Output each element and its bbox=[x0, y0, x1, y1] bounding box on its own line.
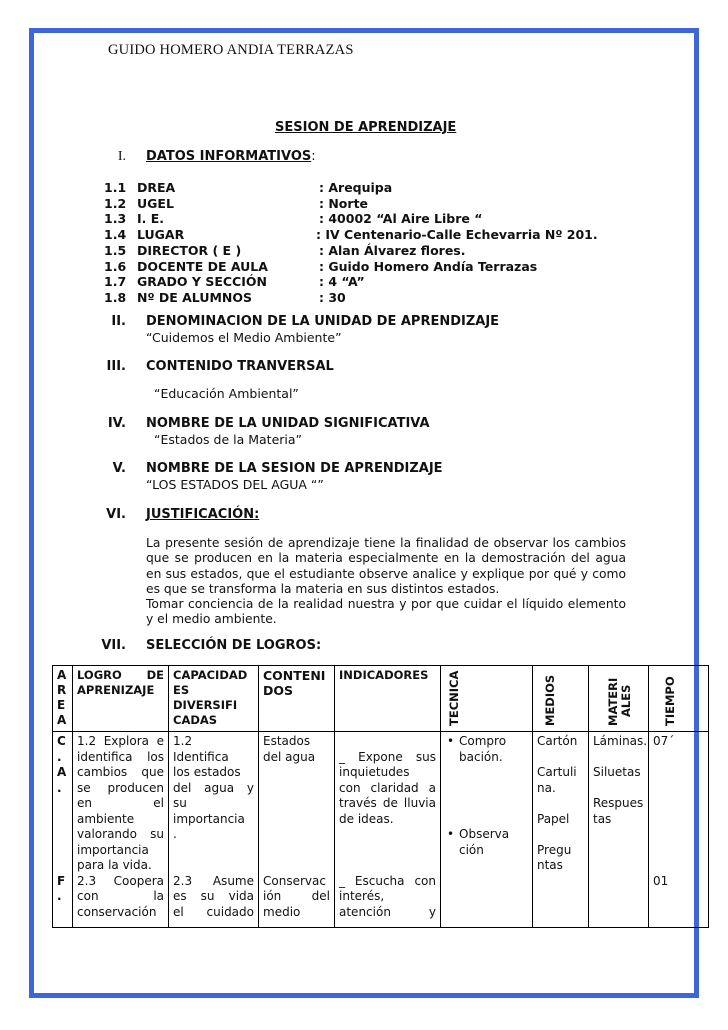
cell-indicadores: _ Expone sus inquietudes con claridad a través de lluvia de ideas. _ Escucha con interés, atención y bbox=[335, 732, 441, 928]
section-3-heading: CONTENIDO TRANVERSAL bbox=[146, 359, 334, 374]
header-area: A R E A bbox=[53, 666, 73, 732]
cell-materiales: Láminas. Siluetas Respues tas bbox=[589, 732, 649, 928]
section-6-numeral: VI. bbox=[106, 507, 126, 522]
cell-area: C . A . F . bbox=[53, 732, 73, 928]
justification-text bbox=[146, 536, 626, 628]
section-1-numeral: I. bbox=[117, 149, 126, 164]
cell-tiempo: 07´ 01 bbox=[649, 732, 709, 928]
header-contenidos: CONTENI DOS bbox=[259, 666, 335, 732]
header-medios: MEDIOS bbox=[533, 666, 589, 732]
author-header: GUIDO HOMERO ANDIA TERRAZAS bbox=[108, 42, 354, 58]
header-logro: LOGRO DE APRENIZAJE bbox=[73, 666, 169, 732]
section-5-numeral: V. bbox=[112, 461, 126, 476]
section-5-text: “LOS ESTADOS DEL AGUA “” bbox=[146, 477, 324, 492]
header-tiempo: TIEMPO bbox=[649, 666, 709, 732]
list-item: • Compro bación. bbox=[445, 734, 528, 765]
section-3-numeral: III. bbox=[106, 359, 126, 374]
header-capacidades: CAPACIDAD ES DIVERSIFI CADAS bbox=[169, 666, 259, 732]
section-6-heading: JUSTIFICACIÓN: bbox=[146, 507, 260, 522]
document-title: SESION DE APRENDIZAJE bbox=[275, 120, 457, 135]
cell-medios: Cartón Cartuli na. Papel Pregu ntas bbox=[533, 732, 589, 928]
logros-table bbox=[52, 665, 709, 928]
table-header-row bbox=[53, 666, 709, 732]
cell-contenidos: Estados del agua Conservac ión del medio bbox=[259, 732, 335, 928]
section-4-text: “Estados de la Materia” bbox=[154, 432, 303, 447]
cell-capacidades: 1.2 Identifica los estados del agua y su importancia . 2.3 Asume es su vida el cuidado bbox=[169, 732, 259, 928]
section-5-heading: NOMBRE DE LA SESION DE APRENDIZAJE bbox=[146, 461, 443, 476]
list-item: • Observa ción bbox=[445, 827, 528, 858]
section-2-numeral: II. bbox=[111, 314, 126, 329]
section-1-heading: DATOS INFORMATIVOS: bbox=[146, 149, 316, 164]
cell-logro: 1.2 Explora e identifica los cambios que se producen en el ambiente valorando su importancia para la vida. 2.3 Coopera con la conservación bbox=[73, 732, 169, 928]
justification-paragraph: La presente sesión de aprendizaje tiene la finalidad de observar los cambios que se producen en la materia especialmente en la demostración del agua en sus estados, que el estudiante observe analice y explique por qué y como es que se transforma la materia en sus distintos estados. bbox=[146, 536, 626, 596]
section-2-heading: DENOMINACION DE LA UNIDAD DE APRENDIZAJE bbox=[146, 314, 500, 329]
header-tecnica: TECNICA bbox=[441, 666, 533, 732]
cell-tecnica bbox=[441, 732, 533, 928]
section-7-heading: SELECCIÓN DE LOGROS: bbox=[146, 638, 322, 653]
header-materiales: MATERI ALES bbox=[589, 666, 649, 732]
justification-paragraph: Tomar conciencia de la realidad nuestra y por que cuidar el líquido elemento y el medio ambiente. bbox=[146, 597, 626, 627]
section-7-numeral: VII. bbox=[101, 638, 126, 653]
section-4-numeral: IV. bbox=[107, 416, 126, 431]
section-3-text: “Educación Ambiental” bbox=[154, 386, 299, 401]
section-4-heading: NOMBRE DE LA UNIDAD SIGNIFICATIVA bbox=[146, 416, 430, 431]
section-2-text: “Cuidemos el Medio Ambiente” bbox=[146, 330, 342, 345]
header-indicadores: INDICADORES bbox=[335, 666, 441, 732]
table-row bbox=[53, 732, 709, 928]
